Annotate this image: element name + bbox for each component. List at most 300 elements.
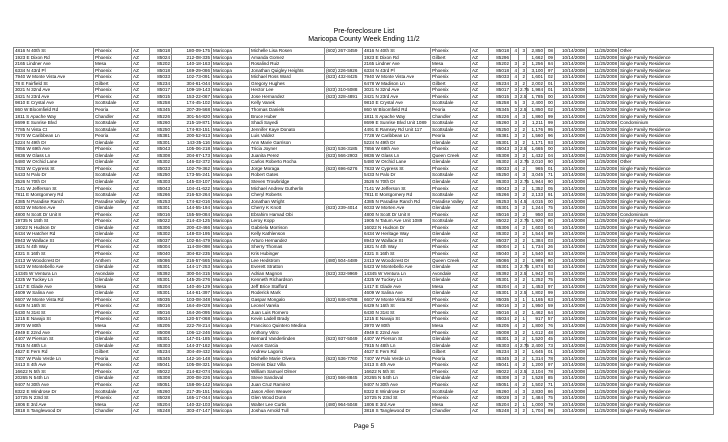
mailing-address-cell: 9810 E Crystal Ave xyxy=(363,100,431,107)
owner-name-cell: Kenneth Richardson xyxy=(250,277,325,284)
square-feet-cell: 2,104 xyxy=(527,368,545,375)
bathrooms-cell: 3 xyxy=(519,388,527,395)
square-feet-cell: 1,384 xyxy=(527,237,545,244)
property-zip-cell: 85266 xyxy=(150,192,172,199)
property-zip-cell: 85204 xyxy=(150,401,172,408)
bedrooms-cell: 3 xyxy=(511,336,519,343)
property-zip-cell: 85345 xyxy=(150,106,172,113)
parcel-number-cell: 304-61-044 xyxy=(172,80,212,87)
square-feet-cell: 1,989 xyxy=(527,257,545,264)
mailing-city-cell: Chandler xyxy=(431,113,471,120)
property-state-cell: AZ xyxy=(132,74,150,81)
owner-name-cell: Rosalind Ruiz xyxy=(250,61,325,68)
county-cell: Maricopa xyxy=(212,336,250,343)
mailing-zip-cell: 85301 xyxy=(489,336,511,343)
recorded-date-cell: 10/14/2008 xyxy=(555,113,587,120)
recorded-date-cell: 10/14/2008 xyxy=(555,375,587,382)
property-city-cell: Phoenix xyxy=(94,93,132,100)
property-address-cell: 9407 N 30th Ave xyxy=(14,381,94,388)
square-feet-cell: 1,520 xyxy=(527,336,545,343)
property-type-cell: Other xyxy=(619,48,714,55)
parcel-number-cell: 105-06-218 xyxy=(172,146,212,153)
property-type-cell: Single Family Residence xyxy=(619,192,714,199)
county-cell: Maricopa xyxy=(212,349,250,356)
mailing-city-cell: Glendale xyxy=(431,178,471,185)
owner-name-cell: Kevin Ladell Brady xyxy=(250,316,325,323)
bathrooms-cell: 2 xyxy=(519,133,527,140)
recorded-date-cell: 10/14/2008 xyxy=(555,368,587,375)
property-type-cell: Single Family Residence xyxy=(619,362,714,369)
mailing-zip-cell: 85301 xyxy=(489,277,511,284)
property-city-cell: Paradise Valley xyxy=(94,198,132,205)
mailing-address-cell: 1821 N 4th Way xyxy=(363,244,431,251)
county-cell: Maricopa xyxy=(212,172,250,179)
property-address-cell: 3818 S Tanglewood Dr xyxy=(14,408,94,415)
bathrooms-cell: 2 xyxy=(519,80,527,87)
property-city-cell: Mesa xyxy=(94,322,132,329)
property-type-cell: Single Family Residence xyxy=(619,355,714,362)
property-city-cell: Mesa xyxy=(94,61,132,68)
mailing-address-cell: 8322 E Windrose Dr xyxy=(363,388,431,395)
owner-name-cell: Luis Valdez xyxy=(250,133,325,140)
bedrooms-cell: 2 xyxy=(511,126,519,133)
recorded-date-cell: 10/14/2008 xyxy=(555,355,587,362)
mailing-state-cell: AZ xyxy=(471,408,489,415)
owner-name-cell: Sherry Thomas xyxy=(250,244,325,251)
property-address-cell: 7670 W Caribbean Ln xyxy=(14,133,94,140)
square-feet-cell: 1,785 xyxy=(527,93,545,100)
sale-date-cell: 11/25/2008 xyxy=(587,336,619,343)
property-city-cell: Phoenix xyxy=(94,146,132,153)
sale-date-cell: 11/25/2008 xyxy=(587,355,619,362)
mailing-zip-cell: 85016 xyxy=(489,211,511,218)
mailing-address-cell: 7833 W Cypress St xyxy=(363,165,431,172)
bathrooms-cell: 2 xyxy=(519,205,527,212)
recorded-date-cell: 10/14/2008 xyxy=(555,309,587,316)
mailing-address-cell: 7407 W Palo Verde Ln xyxy=(363,355,431,362)
year-built-cell: 84 xyxy=(545,61,555,68)
mailing-address-cell: 1806 E 3rd Ave xyxy=(363,401,431,408)
mailing-city-cell: Peoria xyxy=(431,355,471,362)
county-cell: Maricopa xyxy=(212,237,250,244)
mailing-address-cell: 7856 W 69th Ave xyxy=(363,146,431,153)
county-cell: Maricopa xyxy=(212,244,250,251)
property-zip-cell: 85035 xyxy=(150,296,172,303)
year-built-cell: 00 xyxy=(545,100,555,107)
sale-date-cell: 11/25/2008 xyxy=(587,139,619,146)
recorded-date-cell: 10/14/2008 xyxy=(555,349,587,356)
mailing-city-cell: Glendale xyxy=(431,159,471,166)
bathrooms-cell: 3 xyxy=(519,67,527,74)
county-cell: Maricopa xyxy=(212,67,250,74)
county-cell: Maricopa xyxy=(212,283,250,290)
county-cell: Maricopa xyxy=(212,375,250,382)
bathrooms-cell: 2 xyxy=(519,61,527,68)
square-feet-cell: 1,000 xyxy=(527,401,545,408)
recorded-date-cell: 10/14/2008 xyxy=(555,303,587,310)
bathrooms-cell: 2 xyxy=(519,165,527,172)
property-type-cell: Single Family Residence xyxy=(619,316,714,323)
mailing-zip-cell: 85204 xyxy=(489,283,511,290)
year-built-cell: 79 xyxy=(545,401,555,408)
property-state-cell: AZ xyxy=(132,401,150,408)
bedrooms-cell: 3 xyxy=(511,408,519,415)
property-type-cell: Single Family Residence xyxy=(619,368,714,375)
mailing-zip-cell: 85033 xyxy=(489,74,511,81)
square-feet-cell: 1,432 xyxy=(527,152,545,159)
mailing-state-cell: AZ xyxy=(471,270,489,277)
year-built-cell: 00 xyxy=(545,93,555,100)
square-feet-cell: 1,528 xyxy=(527,375,545,382)
bathrooms-cell: 2 xyxy=(519,349,527,356)
property-city-cell: Phoenix xyxy=(94,244,132,251)
property-address-cell: 7407 W Palo Verde Ln xyxy=(14,355,94,362)
owner-name-cell: Kelly Kathlenson xyxy=(250,231,325,238)
sale-date-cell: 11/25/2008 xyxy=(587,257,619,264)
mailing-state-cell: AZ xyxy=(471,322,489,329)
county-cell: Maricopa xyxy=(212,178,250,185)
owner-phone-cell: (623) 239-4014 xyxy=(325,205,363,212)
mailing-state-cell: AZ xyxy=(471,126,489,133)
property-city-cell: Phoenix xyxy=(94,362,132,369)
bedrooms-cell: 4 xyxy=(511,165,519,172)
mailing-zip-cell: 85037 xyxy=(489,237,511,244)
bedrooms-cell: 5 xyxy=(511,198,519,205)
mailing-city-cell: Phoenix xyxy=(431,329,471,336)
mailing-zip-cell: 85035 xyxy=(489,296,511,303)
bedrooms-cell: 3 xyxy=(511,120,519,127)
property-address-cell: 3970 W 80th xyxy=(14,322,94,329)
year-built-cell: 80 xyxy=(545,218,555,225)
mailing-address-cell: 5423 W Montebello Ave xyxy=(363,264,431,271)
owner-phone-cell: (623) 696-6276 xyxy=(325,165,363,172)
parcel-number-cell: 173-55-241 xyxy=(172,172,212,179)
owner-phone-cell: (602) 226-5926 xyxy=(325,67,363,74)
owner-name-cell: Jason Allen Weaver xyxy=(250,388,325,395)
square-feet-cell: 1,800 xyxy=(527,322,545,329)
sale-date-cell: 11/25/2008 xyxy=(587,408,619,415)
mailing-state-cell: AZ xyxy=(471,87,489,94)
property-address-cell: 860 W Bloomfield Rd xyxy=(14,106,94,113)
mailing-city-cell: Peoria xyxy=(431,106,471,113)
property-state-cell: AZ xyxy=(132,54,150,61)
mailing-state-cell: AZ xyxy=(471,381,489,388)
property-zip-cell: 85086 xyxy=(150,257,172,264)
mailing-zip-cell: 85392 xyxy=(489,270,511,277)
owner-name-cell: Gabriela Morrison xyxy=(250,224,325,231)
parcel-number-cell: 114-08-098 xyxy=(172,244,212,251)
property-address-cell: 2413 W Woodcrest Dr xyxy=(14,257,94,264)
square-feet-cell: 1,662 xyxy=(527,54,545,61)
mailing-address-cell: 1923 E Dixon Rd xyxy=(363,54,431,61)
mailing-city-cell: Phoenix xyxy=(431,381,471,388)
property-state-cell: AZ xyxy=(132,355,150,362)
mailing-state-cell: AZ xyxy=(471,48,489,55)
recorded-date-cell: 10/14/2008 xyxy=(555,211,587,218)
mailing-state-cell: AZ xyxy=(471,224,489,231)
sale-date-cell: 11/25/2008 xyxy=(587,100,619,107)
mailing-city-cell: Phoenix xyxy=(431,185,471,192)
parcel-number-cell: 216-53-264 xyxy=(172,192,212,199)
recorded-date-cell: 10/14/2008 xyxy=(555,159,587,166)
mailing-state-cell: AZ xyxy=(471,165,489,172)
parcel-number-cell: 165-17-044 xyxy=(172,394,212,401)
property-type-cell: Single Family Residence xyxy=(619,336,714,343)
owner-name-cell: Ebrahim Hamad Obi xyxy=(250,211,325,218)
property-address-cell: 19735 N 15th St xyxy=(14,218,94,225)
year-built-cell: 57 xyxy=(545,316,555,323)
sale-date-cell: 11/25/2008 xyxy=(587,93,619,100)
owner-name-cell: Roderick Mark xyxy=(250,290,325,297)
square-feet-cell: 1,704 xyxy=(527,408,545,415)
county-cell: Maricopa xyxy=(212,388,250,395)
owner-name-cell: Cherry K Knott xyxy=(250,205,325,212)
year-built-cell: 59 xyxy=(545,303,555,310)
property-type-cell: Condominium xyxy=(619,211,714,218)
property-address-cell: 3413 S 4th Ave xyxy=(14,362,94,369)
property-type-cell: Single Family Residence xyxy=(619,342,714,349)
property-zip-cell: 85022 xyxy=(150,218,172,225)
sale-date-cell: 11/25/2008 xyxy=(587,264,619,271)
property-type-cell: Single Family Residence xyxy=(619,152,714,159)
mailing-address-cell: 1215 E Navajo St xyxy=(363,316,431,323)
recorded-date-cell: 10/14/2008 xyxy=(555,87,587,94)
mailing-zip-cell: 85086 xyxy=(489,257,511,264)
recorded-date-cell: 10/14/2008 xyxy=(555,394,587,401)
bathrooms-cell: 2 xyxy=(519,192,527,199)
property-state-cell: AZ xyxy=(132,67,150,74)
mailing-address-cell: 1905 N Tatum Ave Unit 1089 xyxy=(363,218,431,225)
property-type-cell: Single Family Residence xyxy=(619,93,714,100)
property-city-cell: Chandler xyxy=(94,113,132,120)
owner-phone-cell: (602) 267-3459 xyxy=(325,48,363,55)
property-state-cell: AZ xyxy=(132,237,150,244)
square-feet-cell: 1,612 xyxy=(527,329,545,336)
parcel-number-cell: 304-49-432 xyxy=(172,349,212,356)
mailing-state-cell: AZ xyxy=(471,296,489,303)
owner-name-cell: Kris Hubinger xyxy=(250,250,325,257)
sale-date-cell: 11/25/2008 xyxy=(587,290,619,297)
property-city-cell: Phoenix xyxy=(94,368,132,375)
sale-date-cell: 11/25/2008 xyxy=(587,322,619,329)
year-built-cell: 78 xyxy=(545,368,555,375)
square-feet-cell: 1,802 xyxy=(527,290,545,297)
parcel-number-cell: 106-12-246 xyxy=(172,329,212,336)
property-city-cell: Glendale xyxy=(94,264,132,271)
sale-date-cell: 11/25/2008 xyxy=(587,205,619,212)
county-cell: Maricopa xyxy=(212,205,250,212)
bedrooms-cell: 3 xyxy=(511,270,519,277)
sale-date-cell: 11/25/2008 xyxy=(587,283,619,290)
property-city-cell: Gilbert xyxy=(94,80,132,87)
mailing-zip-cell: 85034 xyxy=(489,316,511,323)
year-built-cell: 75 xyxy=(545,394,555,401)
mailing-city-cell: Phoenix xyxy=(431,244,471,251)
property-city-cell: Glendale xyxy=(94,205,132,212)
property-type-cell: Single Family Residence xyxy=(619,401,714,408)
mailing-city-cell: Glendale xyxy=(431,290,471,297)
mailing-state-cell: AZ xyxy=(471,231,489,238)
owner-name-cell: Jonathan Quigley Heights xyxy=(250,67,325,74)
mailing-city-cell: Phoenix xyxy=(431,146,471,153)
square-feet-cell: 1,734 xyxy=(527,244,545,251)
mailing-zip-cell: 85008 xyxy=(489,329,511,336)
sale-date-cell: 11/25/2008 xyxy=(587,296,619,303)
mailing-state-cell: AZ xyxy=(471,113,489,120)
mailing-address-cell: 7141 W Jefferson St xyxy=(363,185,431,192)
bathrooms-cell: 2.75 xyxy=(520,342,529,348)
property-zip-cell: 85024 xyxy=(150,54,172,61)
county-cell: Maricopa xyxy=(212,270,250,277)
mailing-zip-cell: 85302 xyxy=(489,231,511,238)
bedrooms-cell: 4 xyxy=(511,309,519,316)
property-zip-cell: 85004 xyxy=(150,244,172,251)
property-city-cell: Mesa xyxy=(94,283,132,290)
recorded-date-cell: 10/14/2008 xyxy=(555,178,587,185)
owner-name-cell: Everett Stratton xyxy=(250,264,325,271)
parcel-number-cell: 214-43-125 xyxy=(172,218,212,225)
property-zip-cell: 85253 xyxy=(150,198,172,205)
owner-name-cell: Juanita Perez xyxy=(250,152,325,159)
property-zip-cell: 85301 xyxy=(150,205,172,212)
county-cell: Maricopa xyxy=(212,309,250,316)
square-feet-cell: 1,645 xyxy=(527,349,545,356)
parcel-number-cell: 200-08-226 xyxy=(172,375,212,382)
property-zip-cell: 85250 xyxy=(150,172,172,179)
county-cell: Maricopa xyxy=(212,185,250,192)
recorded-date-cell: 10/14/2008 xyxy=(555,80,587,87)
sale-date-cell: 11/25/2008 xyxy=(587,120,619,127)
county-cell: Maricopa xyxy=(212,139,250,146)
property-zip-cell: 85015 xyxy=(150,93,172,100)
mailing-state-cell: AZ xyxy=(471,394,489,401)
sale-date-cell: 11/25/2008 xyxy=(587,54,619,61)
property-city-cell: Phoenix xyxy=(94,48,132,55)
owner-name-cell: Hector Lee xyxy=(250,87,325,94)
recorded-date-cell: 10/14/2008 xyxy=(555,342,587,349)
property-city-cell: Scottsdale xyxy=(94,172,132,179)
property-zip-cell: 85301 xyxy=(150,264,172,271)
property-state-cell: AZ xyxy=(132,408,150,415)
mailing-zip-cell: 85016 xyxy=(489,309,511,316)
recorded-date-cell: 10/14/2008 xyxy=(555,126,587,133)
property-state-cell: AZ xyxy=(132,388,150,395)
property-state-cell: AZ xyxy=(132,120,150,127)
square-feet-cell: 4,015 xyxy=(527,198,545,205)
property-zip-cell: 85248 xyxy=(150,408,172,415)
sale-date-cell: 11/25/2008 xyxy=(587,250,619,257)
mailing-city-cell: Phoenix xyxy=(431,211,471,218)
bedrooms-cell: 4 xyxy=(511,362,519,369)
mailing-address-cell: 16022 N Hudson Dr xyxy=(363,224,431,231)
square-feet-cell: 1,942 xyxy=(527,270,545,277)
parcel-number-cell: 217-35-151 xyxy=(172,388,212,395)
parcel-number-cell: 145-25-276 xyxy=(172,277,212,284)
table-row xyxy=(14,198,714,205)
mailing-state-cell: AZ xyxy=(471,309,489,316)
sale-date-cell: 11/25/2008 xyxy=(587,394,619,401)
mailing-address-cell: 4800 N Scott Dr Unit 8 xyxy=(363,211,431,218)
property-zip-cell: 85034 xyxy=(150,316,172,323)
owner-phone-cell: (623) 332-9969 xyxy=(325,270,363,277)
year-built-cell: 08 xyxy=(545,48,555,55)
recorded-date-cell: 10/14/2008 xyxy=(555,408,587,415)
bathrooms-cell: 2 xyxy=(519,355,527,362)
mailing-state-cell: AZ xyxy=(471,336,489,343)
owner-phone-cell: (623) 937-5049 xyxy=(325,336,363,343)
recorded-date-cell: 10/14/2008 xyxy=(555,152,587,159)
mailing-state-cell: AZ xyxy=(471,250,489,257)
bedrooms-cell: 3 xyxy=(511,231,519,238)
property-city-cell: Phoenix xyxy=(94,165,132,172)
recorded-date-cell: 10/14/2008 xyxy=(555,244,587,251)
property-zip-cell: 85226 xyxy=(150,113,172,120)
parcel-number-cell: 103-08-348 xyxy=(172,296,212,303)
bedrooms-cell: 3 xyxy=(511,237,519,244)
property-state-cell: AZ xyxy=(132,93,150,100)
property-address-cell: 6434 W Hatcher Rd xyxy=(14,231,94,238)
property-zip-cell: 85040 xyxy=(150,250,172,257)
mailing-city-cell: Glendale xyxy=(431,205,471,212)
owner-name-cell: William Samuel Olmer xyxy=(250,368,325,375)
mailing-zip-cell: 85306 xyxy=(489,224,511,231)
property-type-cell: Single Family Residence xyxy=(619,322,714,329)
property-city-cell: Phoenix xyxy=(94,185,132,192)
property-address-cell: 1821 N 4th Way xyxy=(14,244,94,251)
bathrooms-cell: 4.5 xyxy=(520,198,527,204)
mailing-zip-cell: 85043 xyxy=(489,185,511,192)
property-state-cell: AZ xyxy=(132,113,150,120)
sale-date-cell: 11/25/2008 xyxy=(587,113,619,120)
mailing-city-cell: Phoenix xyxy=(431,250,471,257)
property-city-cell: Glendale xyxy=(94,375,132,382)
bathrooms-cell: 3 xyxy=(519,48,527,55)
owner-phone-cell: (623) 566-2903 xyxy=(325,152,363,159)
owner-name-cell: Bernard Vanderlinden xyxy=(250,336,325,343)
property-state-cell: AZ xyxy=(132,139,150,146)
year-built-cell: 64 xyxy=(545,309,555,316)
recorded-date-cell: 10/14/2008 xyxy=(555,172,587,179)
property-state-cell: AZ xyxy=(132,264,150,271)
square-feet-cell: 1,176 xyxy=(527,126,545,133)
square-feet-cell: 1,944 xyxy=(527,178,545,185)
mailing-zip-cell: 85248 xyxy=(489,408,511,415)
mailing-state-cell: AZ xyxy=(471,362,489,369)
mailing-city-cell: Mesa xyxy=(431,322,471,329)
bedrooms-cell: 3 xyxy=(511,80,519,87)
property-zip-cell: 85016 xyxy=(150,303,172,310)
county-cell: Maricopa xyxy=(212,277,250,284)
sale-date-cell: 11/25/2008 xyxy=(587,178,619,185)
county-cell: Maricopa xyxy=(212,316,250,323)
square-feet-cell: 2,400 xyxy=(527,100,545,107)
bedrooms-cell: 3 xyxy=(511,205,519,212)
mailing-address-cell: 2165 Lindner Ave xyxy=(363,61,431,68)
property-city-cell: Glendale xyxy=(94,231,132,238)
mailing-state-cell: AZ xyxy=(471,178,489,185)
square-feet-cell: 1,860 xyxy=(527,113,545,120)
owner-phone-cell: (623) 846-8788 xyxy=(325,296,363,303)
county-cell: Maricopa xyxy=(212,355,250,362)
recorded-date-cell: 10/14/2008 xyxy=(555,165,587,172)
square-feet-cell: 1,484 xyxy=(527,394,545,401)
bathrooms-cell: 2 xyxy=(519,211,527,218)
mailing-state-cell: AZ xyxy=(471,218,489,225)
mailing-zip-cell: 85303 xyxy=(489,178,511,185)
square-feet-cell: 1,920 xyxy=(527,218,545,225)
property-address-cell: 8943 W Wallace St xyxy=(14,237,94,244)
square-feet-cell: 1,874 xyxy=(527,264,545,271)
